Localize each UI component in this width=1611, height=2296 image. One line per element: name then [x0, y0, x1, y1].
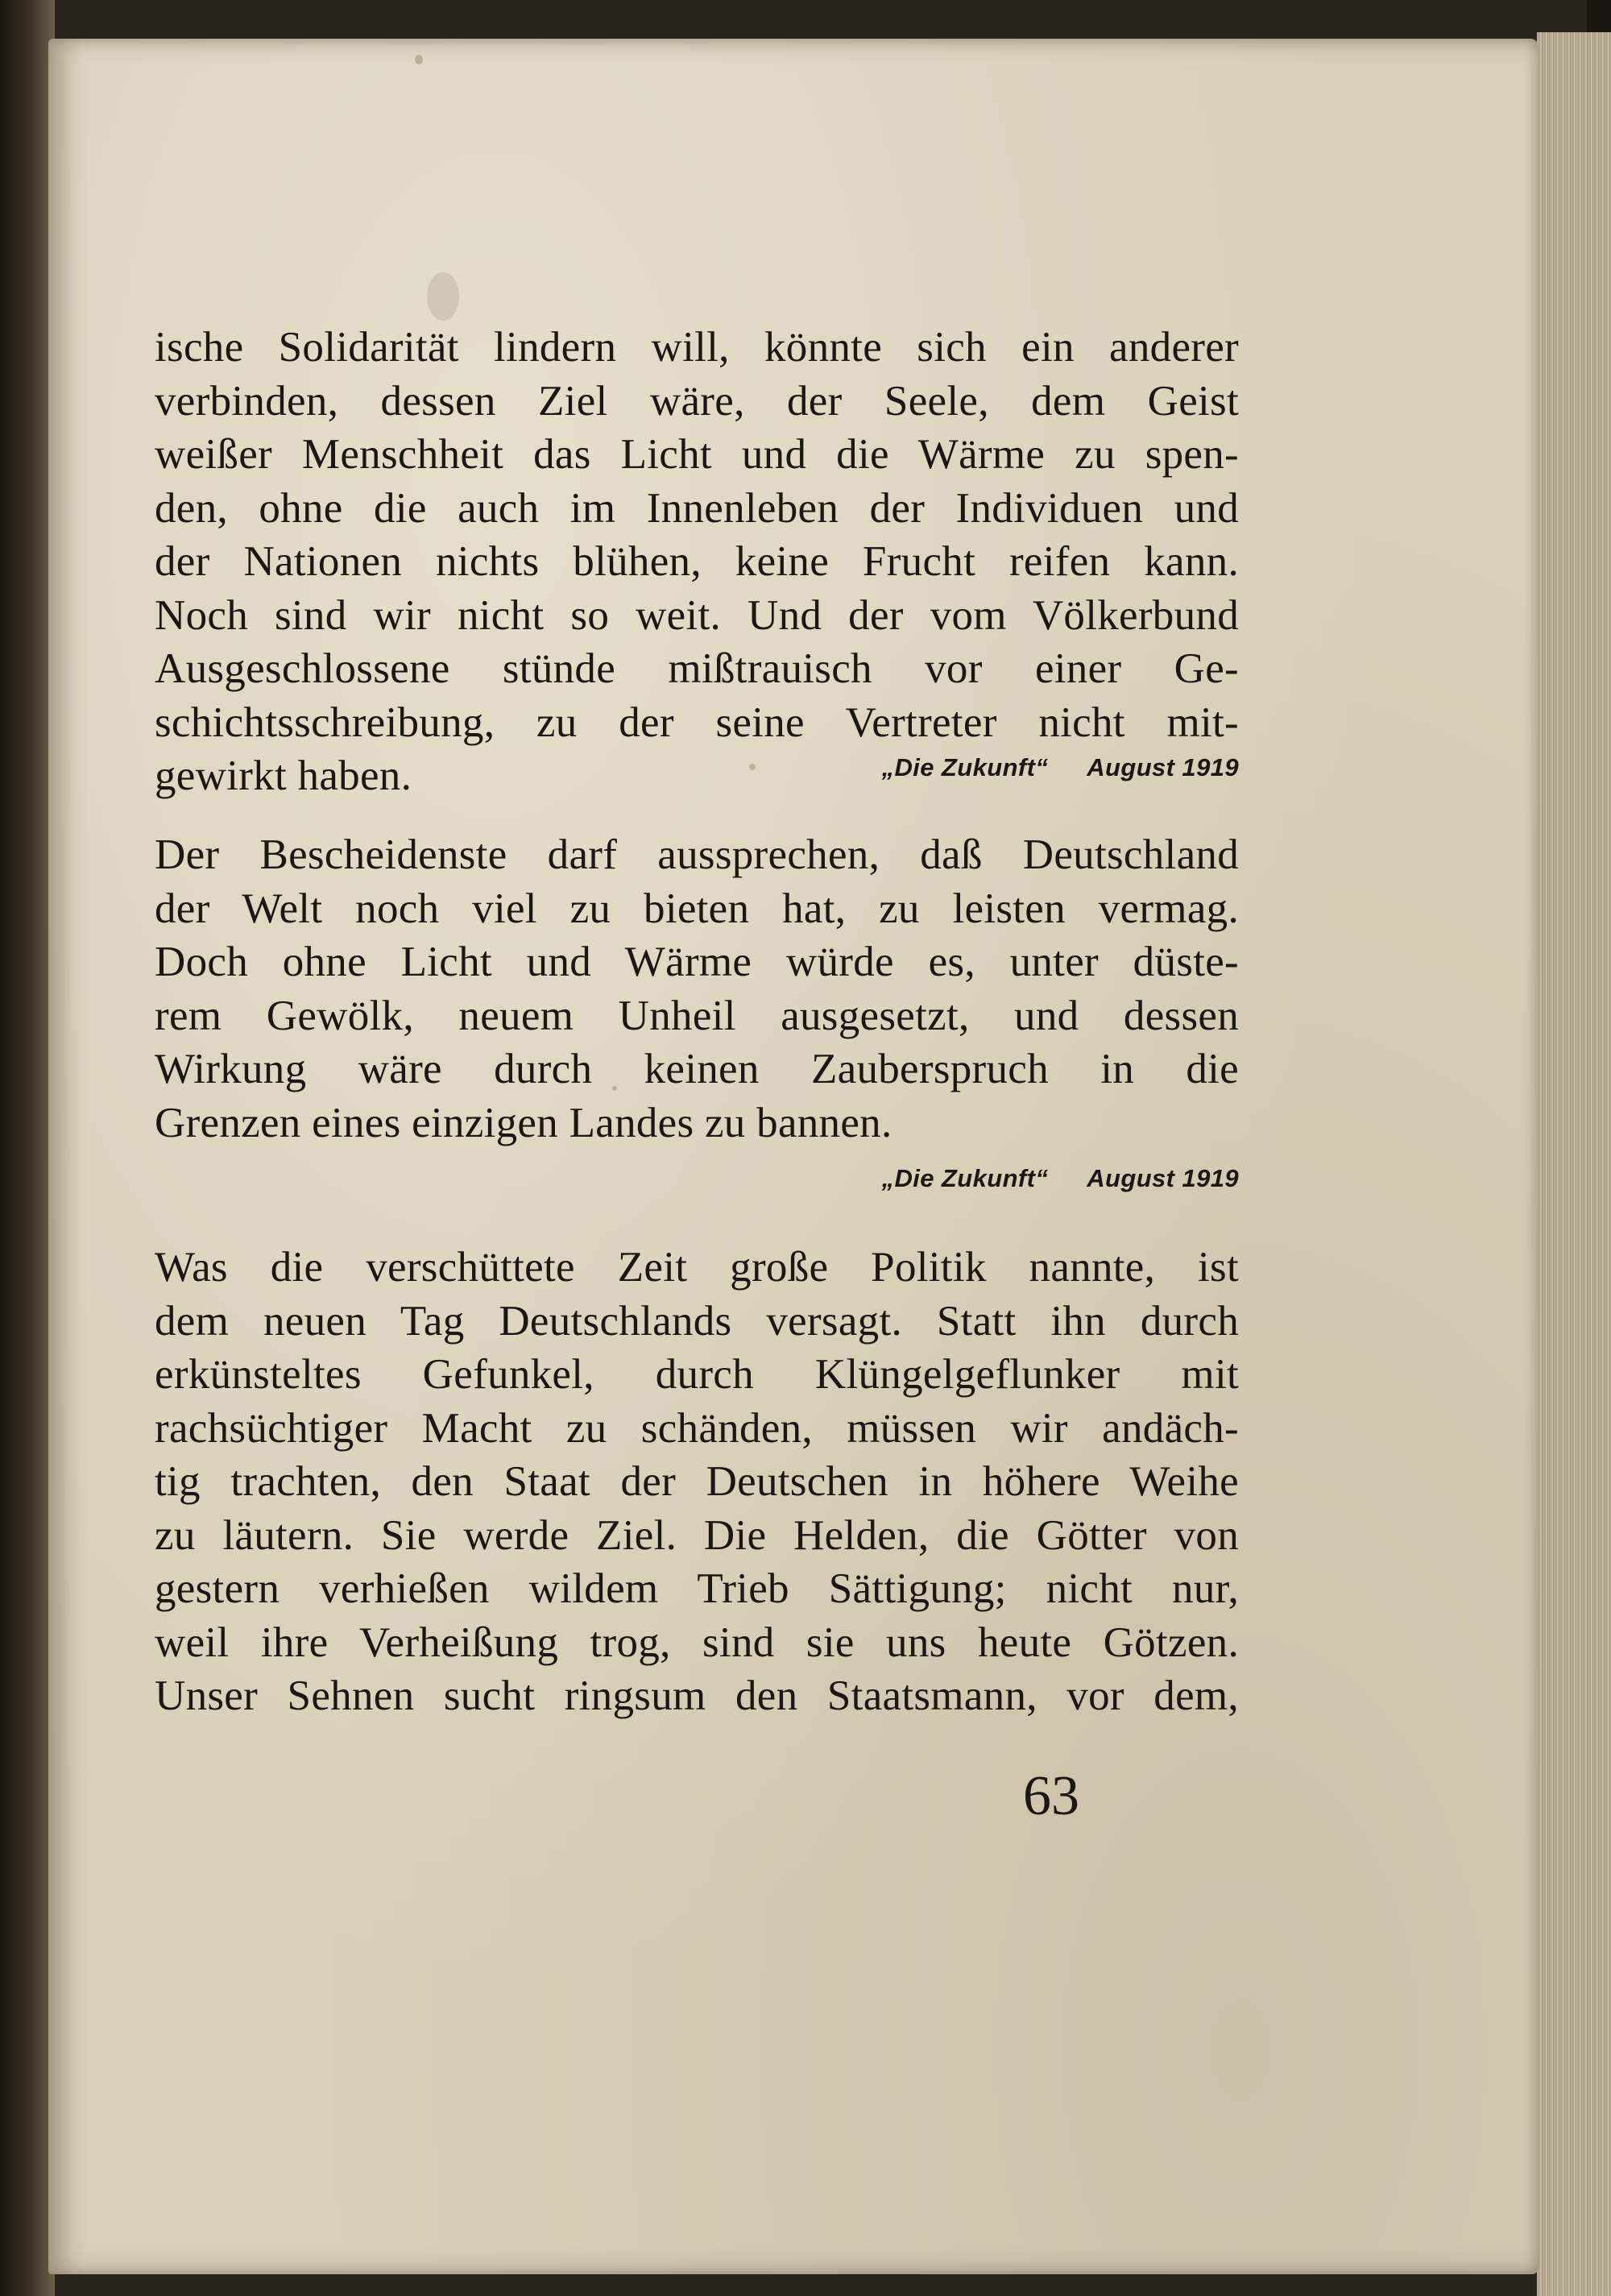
- text-line: gewirkt haben.: [155, 752, 412, 799]
- source-date: August 1919: [1087, 753, 1239, 781]
- source-citation: [882, 741, 1239, 795]
- paper-speck: [427, 272, 459, 321]
- source-citation: [155, 1164, 1239, 1193]
- text-line: der Nationen nichts blühen, keine Frucht reifen kann.: [155, 538, 1239, 585]
- text-line: rachsüchtiger Macht zu schänden, müssen wir andäch-: [155, 1404, 1239, 1452]
- book-spine-shadow: [0, 0, 55, 2296]
- text-line: tig trachten, den Staat der Deutschen in höhere Weihe: [155, 1458, 1239, 1505]
- text-line: dem neuen Tag Deutschlands versagt. Statt ihn durch: [155, 1297, 1239, 1345]
- text-line: weißer Menschheit das Licht und die Wärme zu spen-: [155, 431, 1239, 478]
- text-line: verbinden, dessen Ziel wäre, der Seele, dem Geist: [155, 377, 1239, 425]
- text-line: zu läutern. Sie werde Ziel. Die Helden, die Götter von: [155, 1511, 1239, 1559]
- text-line: Grenzen eines einzigen Landes zu bannen.: [155, 1099, 892, 1146]
- last-line-with-source: [155, 749, 1239, 803]
- text-line: schichtsschreibung, zu der seine Vertreter nicht mit-: [155, 698, 1239, 746]
- text-line: Wirkung wäre durch keinen Zauberspruch in die: [155, 1046, 1239, 1092]
- text-line: gestern verhießen wildem Trieb Sättigung; nicht nur,: [155, 1565, 1239, 1612]
- source-name: „Die Zukunft“: [881, 1164, 1049, 1192]
- text-line: Unser Sehnen sucht ringsum den Staatsmann, vor dem,: [155, 1672, 1239, 1719]
- text-line: Der Bescheidenste darf aussprechen, daß Deutschland: [155, 831, 1239, 878]
- stacked-page-edges: [1537, 32, 1611, 2296]
- source-name: „Die Zukunft“: [881, 753, 1049, 781]
- source-date: August 1919: [1087, 1164, 1239, 1192]
- text-line: den, ohne die auch im Innenleben der Individuen und: [155, 484, 1239, 532]
- paragraph-3: [155, 1241, 1239, 1723]
- text-line: Was die verschüttete Zeit große Politik nannte, ist: [155, 1244, 1239, 1291]
- text-line: weil ihre Verheißung trog, sind sie uns heute Götzen.: [155, 1618, 1239, 1666]
- paragraph-1: [155, 321, 1239, 803]
- text-line: ische Solidarität lindern will, könnte sich ein anderer: [155, 324, 1239, 371]
- paragraph-2: [155, 828, 1239, 1150]
- text-line: Ausgeschlossene stünde mißtrauisch vor einer Ge-: [155, 645, 1239, 692]
- page-number: 63: [1023, 1765, 1079, 1827]
- paper-speck: [415, 55, 423, 64]
- text-line: Noch sind wir nicht so weit. Und der vom Völkerbund: [155, 591, 1239, 639]
- text-line: der Welt noch viel zu bieten hat, zu leisten vermag.: [155, 885, 1239, 932]
- text-line: rem Gewölk, neuem Unheil ausgesetzt, und dessen: [155, 992, 1239, 1039]
- text-line: erkünsteltes Gefunkel, durch Klüngelgeflunker mit: [155, 1351, 1239, 1398]
- text-line: Doch ohne Licht und Wärme würde es, unter düste-: [155, 939, 1239, 985]
